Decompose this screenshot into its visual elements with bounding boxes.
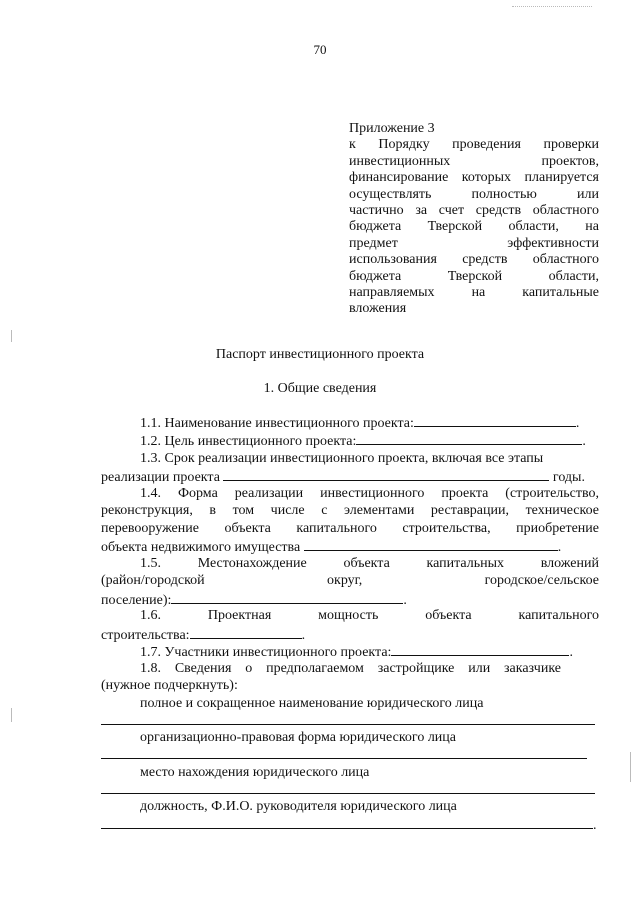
blank-field[interactable]: [190, 626, 302, 639]
field-director-label: должность, Ф.И.О. руководителя юридического лица: [140, 799, 457, 814]
annex-line: частично за счет средств областного: [349, 203, 599, 219]
item-label: строительства:: [101, 628, 190, 643]
item-label: годы.: [552, 470, 585, 485]
final-line: .: [101, 816, 599, 832]
item-1-5-cont: (район/городской округ, городское/сельское: [101, 573, 599, 588]
section-heading: 1. Общие сведения: [263, 381, 377, 396]
field-location-label: место нахождения юридического лица: [140, 765, 370, 780]
page-number: 70: [313, 42, 327, 57]
annex-line: к Порядку проведения проверки: [349, 137, 599, 153]
annex-line: финансирование которых планируется: [349, 170, 599, 186]
blank-field[interactable]: [414, 414, 576, 427]
item-1-4-cont: перевооружение объекта капитального строительства, приобретение: [101, 521, 599, 536]
annex-line: предмет эффективности: [349, 235, 599, 251]
item-label: поселение):: [101, 593, 172, 608]
annex-line: инвестиционных проектов,: [349, 153, 599, 169]
item-1-8: [101, 661, 561, 677]
item-1-5-cont: поселение): .: [101, 593, 407, 608]
item-label: 1.8. Сведения о предполагаемом застройщике или заказчике: [140, 661, 561, 676]
item-1-4-cont: объекта недвижимого имущества .: [101, 540, 562, 555]
annex-line: вложения: [349, 301, 407, 317]
scan-mark: [630, 752, 631, 782]
document-title: Паспорт инвестиционного проекта: [215, 347, 425, 362]
blank-field[interactable]: [101, 816, 593, 829]
blank-line[interactable]: [101, 793, 595, 794]
blank-field[interactable]: [356, 432, 582, 445]
annex-line: направляемых на капитальные: [349, 285, 599, 301]
scan-mark: [11, 708, 12, 722]
item-label: 1.1. Наименование инвестиционного проекта:: [140, 416, 414, 431]
item-1-4: 1.4. Форма реализации инвестиционного проекта (строительство,: [140, 486, 599, 501]
annex-line: осуществлять полностью или: [349, 186, 599, 202]
blank-field[interactable]: [391, 643, 569, 656]
annex-line: использования средств областного: [349, 252, 599, 268]
annex-line: бюджета Тверской области, на: [349, 219, 599, 235]
item-1-3: [101, 451, 599, 467]
blank-field[interactable]: [171, 591, 403, 604]
blank-line[interactable]: [101, 724, 595, 725]
item-label: 1.3. Срок реализации инвестиционного проекта, включая все этапы: [140, 451, 544, 466]
scan-mark: [512, 6, 592, 7]
item-1-4-cont: реконструкция, в том числе с элементами реставрации, техническое: [101, 503, 599, 518]
item-1-5: 1.5. Местонахождение объекта капитальных вложений: [140, 556, 599, 571]
blank-field[interactable]: [223, 468, 549, 481]
item-1-8-cont: (нужное подчеркнуть):: [101, 678, 238, 693]
scan-mark: [11, 330, 12, 342]
field-legal-form-label: организационно-правовая форма юридического лица: [140, 730, 457, 745]
item-label: 1.7. Участники инвестиционного проекта:: [140, 645, 392, 660]
item-1-6: 1.6. Проектная мощность объекта капитального: [140, 608, 599, 623]
item-label: объекта недвижимого имущества: [101, 540, 301, 555]
item-label: 1.2. Цель инвестиционного проекта:: [140, 434, 357, 449]
blank-line[interactable]: [101, 758, 587, 759]
item-1-3-cont: [101, 468, 599, 484]
annex-line: бюджета Тверской области,: [349, 268, 599, 284]
field-full-name-label: полное и сокращенное наименование юридического лица: [140, 696, 484, 711]
item-label: реализации проекта: [101, 470, 220, 485]
annex-line: Приложение 3: [349, 121, 435, 136]
item-1-7: 1.7. Участники инвестиционного проекта: .: [140, 645, 573, 660]
item-1-6-cont: строительства: .: [101, 628, 306, 643]
item-1-1: 1.1. Наименование инвестиционного проекта: .: [140, 416, 580, 431]
blank-field[interactable]: [304, 538, 558, 551]
annex-block: [349, 121, 599, 318]
item-1-2: 1.2. Цель инвестиционного проекта: .: [140, 434, 586, 449]
